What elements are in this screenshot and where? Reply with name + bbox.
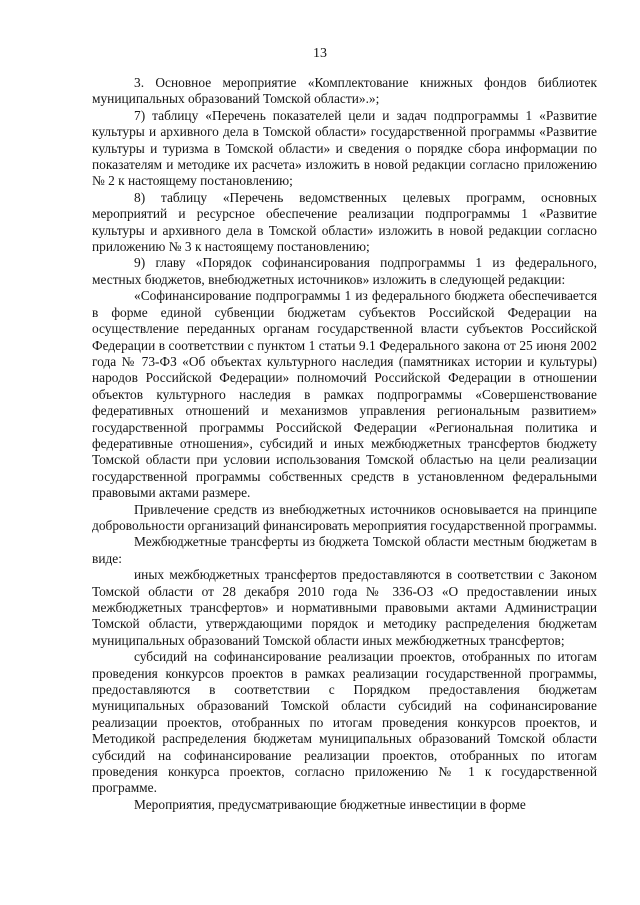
paragraph-extrabudgetary-sources: Привлечение средств из внебюджетных источников основывается на принципе добровольности организаций финансировать мероприятия государственной программы. xyxy=(92,501,597,533)
paragraph-item-9-cofinancing-chapter: 9) главу «Порядок софинансирования подпрограммы 1 из федерального, местных бюджетов, внебюджетных источников» изложить в следующей редакции: xyxy=(92,255,597,287)
paragraph-main-activity-library-funds: 3. Основное мероприятие «Комплектование книжных фондов библиотек муниципальных образований Томской области».»; xyxy=(92,75,597,107)
paragraph-interbudget-transfers: Межбюджетные трансферты из бюджета Томской области местным бюджетам в виде: xyxy=(92,534,597,566)
document-body xyxy=(92,75,597,813)
paragraph-item-7-indicators-table: 7) таблицу «Перечень показателей цели и задач подпрограммы 1 «Развитие культуры и архивного дела в Томской области» государственной программы «Развитие культуры и туризма в Томской области» и сведения о порядке сбора информации по показателям и методике их расчета» изложить в новой редакции согласно приложению № 2 к настоящему постановлению; xyxy=(92,107,597,189)
paragraph-item-8-programs-table: 8) таблицу «Перечень ведомственных целевых программ, основных мероприятий и ресурсное обеспечение реализации подпрограммы 1 «Развитие культуры и архивного дела в Томской области» изложить в новой редакции согласно приложению № 3 к настоящему постановлению; xyxy=(92,189,597,255)
paragraph-other-transfers: иных межбюджетных трансфертов предоставляются в соответствии с Законом Томской области от 28 декабря 2010 года № 336-ОЗ «О предоставлении иных межбюджетных трансфертов» и нормативными правовыми актами Администрации Томской области, утверждающими порядок и методику распределения бюджетам муниципальных образований Томской области иных межбюджетных трансфертов; xyxy=(92,567,597,648)
paragraph-federal-cofinancing: «Софинансирование подпрограммы 1 из федерального бюджета обеспечивается в форме единой субвенции бюджетам субъектов Российской Федерации на осуществление переданных органам государственной власти субъектов Российской Федерации в соответствии с пунктом 1 статьи 9.1 Федерального закона от 25 июня 2002 года № 73-ФЗ «Об объектах культурного наследия (памятниках истории и культуры) народов Российской Федерации» полномочий Российской Федерации в отношении объектов культурного наследия в рамках подпрограммы «Совершенствование федеративных отношений и механизмов управления региональным развитием» государственной программы Российской Федерации «Региональная политика и федеративные отношения», субсидий и иных межбюджетных трансфертов бюджету Томской области при условии использования Томской областью на цели реализации государственной программы собственных средств в установленном федеральными правовыми актами размере. xyxy=(92,288,597,501)
page-number: 13 xyxy=(313,46,327,61)
paragraph-budget-investments: Мероприятия, предусматривающие бюджетные инвестиции в форме xyxy=(134,796,526,812)
paragraph-subsidies: субсидий на софинансирование реализации проектов, отобранных по итогам проведения конкурсов проектов в рамках реализации государственной программы, предоставляются в соответствии с Порядком предоставления бюджетам муниципальных образований Томской области субсидий на софинансирование реализации проектов, отобранных по итогам проведения конкурсов проектов, и Методикой распределения бюджетам муниципальных образований Томской области субсидий на софинансирование реализации проектов, отобранных по итогам проведения конкурса проектов, согласно приложению № 1 к государственной программе. xyxy=(92,649,597,796)
